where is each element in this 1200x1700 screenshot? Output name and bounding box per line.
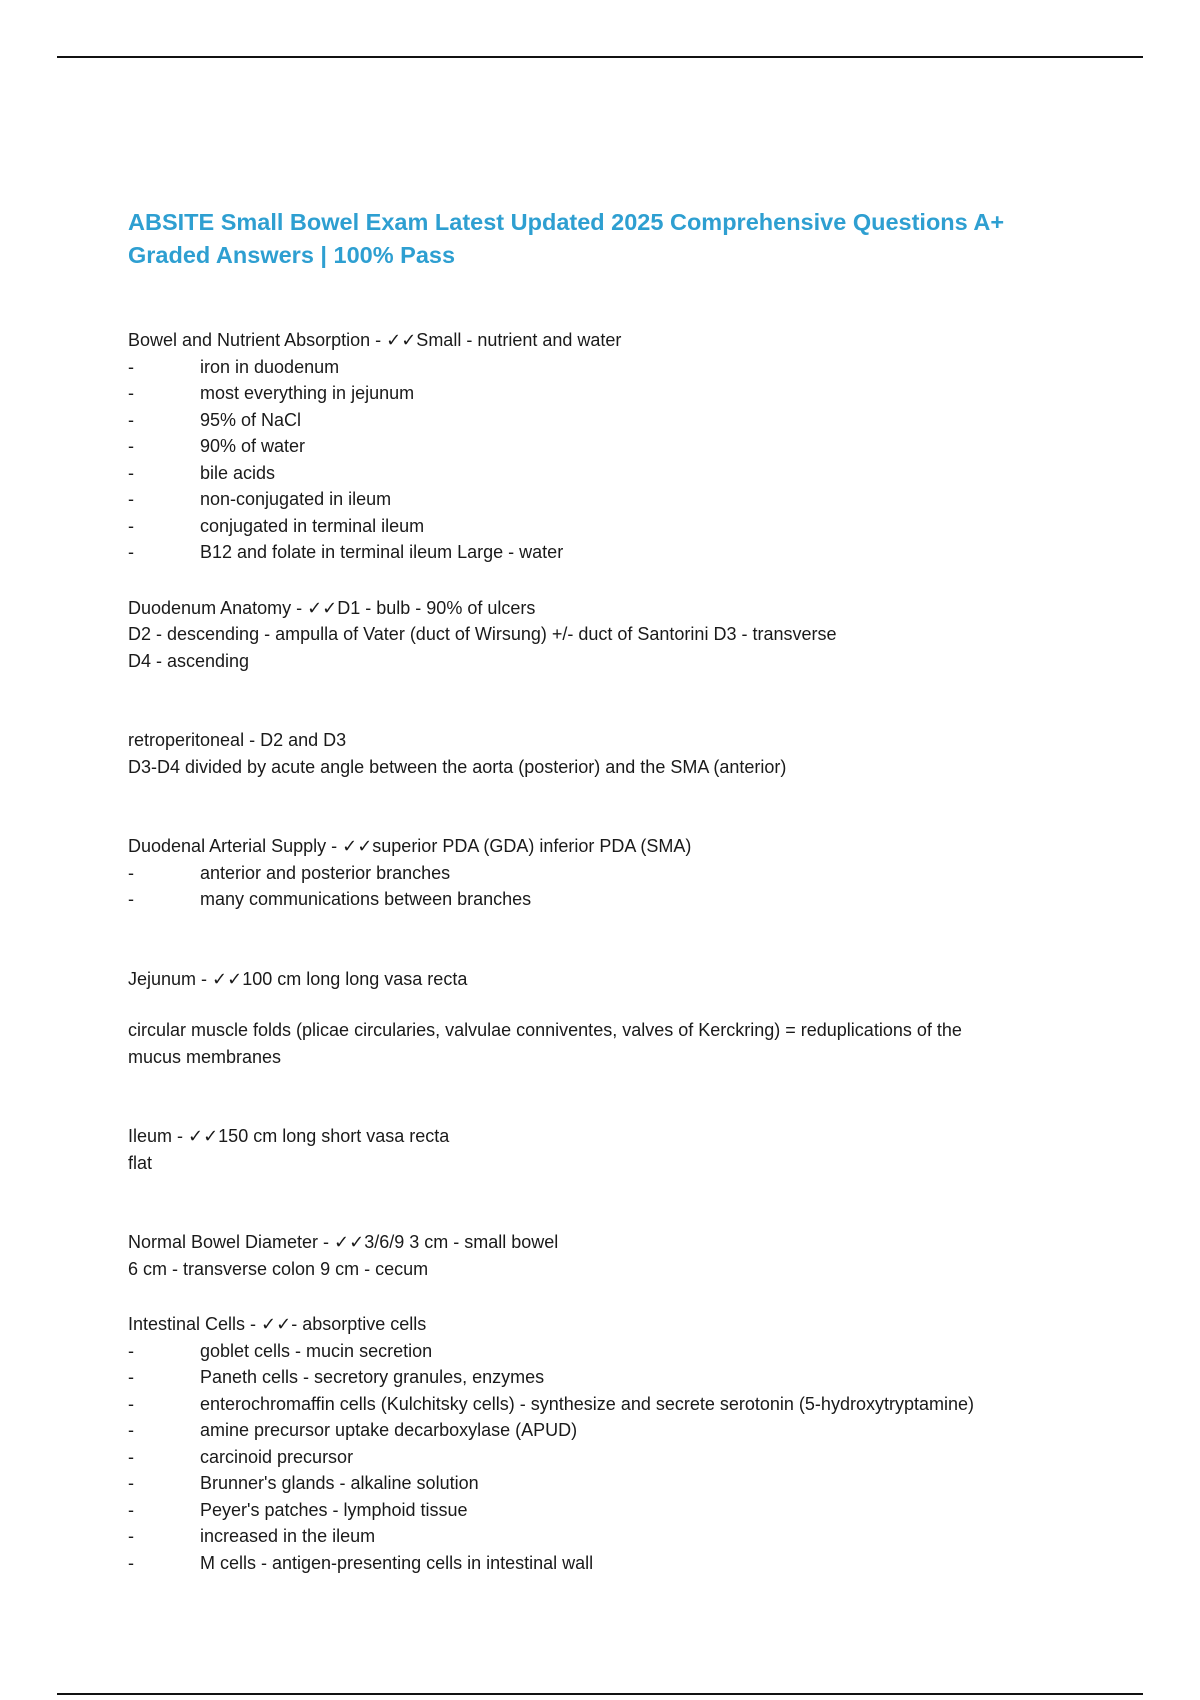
document-title: [128, 206, 1048, 272]
bullet-text: 95% of NaCl: [200, 409, 302, 430]
bullet-item: [128, 1444, 1078, 1471]
bullet-text: carcinoid precursor: [200, 1446, 354, 1467]
bullet-item: [128, 1364, 1078, 1391]
bullet-item: [128, 486, 1078, 513]
bullet-item: [128, 433, 1078, 460]
bullet-item: [128, 1523, 1078, 1550]
bullet-text: bile acids: [200, 462, 276, 483]
bullet-dash: -: [128, 1499, 134, 1520]
bullet-text: many communications between branches: [200, 889, 532, 909]
bullet-dash: -: [128, 515, 134, 536]
title-line-1: ABSITE Small Bowel Exam Latest Updated 2025 Comprehensive Questions A+: [128, 209, 1005, 235]
bullet-item: [128, 539, 1078, 566]
section-heading-duodenal-supply: Duodenal Arterial Supply - ✓✓superior PDA (GDA) inferior PDA (SMA): [128, 836, 692, 856]
bullet-text: B12 and folate in terminal ileum Large - water: [200, 542, 564, 562]
bullet-item: [128, 1470, 1078, 1497]
top-rule: [57, 56, 1143, 58]
bullet-text: Brunner's glands - alkaline solution: [200, 1473, 479, 1493]
bullet-dash: -: [128, 1473, 134, 1493]
text-line: D4 - ascending: [128, 650, 250, 671]
bullet-text: iron in duodenum: [200, 356, 340, 377]
bullet-dash: -: [128, 409, 134, 430]
bullet-dash: -: [128, 356, 134, 377]
bullet-dash: -: [128, 436, 134, 456]
bullet-text: Peyer's patches - lymphoid tissue: [200, 1499, 468, 1520]
bullet-dash: -: [128, 1340, 134, 1361]
bullet-text: increased in the ileum: [200, 1526, 376, 1546]
section-heading-duodenum-anatomy: Duodenum Anatomy - ✓✓D1 - bulb - 90% of ulcers: [128, 597, 536, 618]
bullet-dash: -: [128, 1367, 134, 1387]
bullet-dash: -: [128, 862, 134, 883]
text-line: flat: [128, 1152, 153, 1173]
text-line: circular muscle folds (plicae circularies, valvulae conniventes, valves of Kerckring) = reduplications of the: [128, 1020, 962, 1040]
bullet-text: conjugated in terminal ileum: [200, 515, 425, 536]
section-heading-bowel-diameter: Normal Bowel Diameter - ✓✓3/6/9 3 cm - small bowel: [128, 1232, 559, 1252]
bullet-text: non-conjugated in ileum: [200, 489, 392, 509]
bullet-text: goblet cells - mucin secretion: [200, 1340, 433, 1361]
bullet-item: [128, 1550, 1078, 1577]
bullet-dash: -: [128, 542, 134, 562]
bullet-item: [128, 354, 1078, 381]
bullet-dash: -: [128, 1393, 134, 1414]
bullet-text: most everything in jejunum: [200, 383, 415, 403]
bullet-dash: -: [128, 889, 134, 909]
bullet-text: 90% of water: [200, 436, 306, 456]
bullet-item: [128, 407, 1078, 434]
bullet-item: [128, 513, 1078, 540]
document-body: [128, 327, 1078, 1576]
bullet-item: [128, 1338, 1078, 1365]
bullet-item: [128, 1391, 1078, 1418]
bottom-rule: [57, 1693, 1143, 1695]
bullet-dash: -: [128, 462, 134, 483]
section-heading-bowel-absorption: Bowel and Nutrient Absorption - ✓✓Small - nutrient and water: [128, 330, 622, 350]
bullet-dash: -: [128, 489, 134, 509]
text-line: D3-D4 divided by acute angle between the aorta (posterior) and the SMA (anterior): [128, 756, 787, 777]
bullet-item: [128, 460, 1078, 487]
title-line-2: Graded Answers | 100% Pass: [128, 242, 456, 268]
bullet-dash: -: [128, 1420, 134, 1440]
bullet-item: [128, 1417, 1078, 1444]
bullet-dash: -: [128, 1552, 134, 1573]
bullet-dash: -: [128, 1446, 134, 1467]
bullet-item: [128, 860, 1078, 887]
section-heading-jejunum: Jejunum - ✓✓100 cm long long vasa recta: [128, 968, 468, 989]
text-line: mucus membranes: [128, 1046, 282, 1067]
bullet-dash: -: [128, 1526, 134, 1546]
bullet-item: [128, 380, 1078, 407]
section-heading-ileum: Ileum - ✓✓150 cm long short vasa recta: [128, 1126, 450, 1146]
bullet-text: enterochromaffin cells (Kulchitsky cells) - synthesize and secrete serotonin (5-hydroxytryptamine): [200, 1393, 974, 1414]
text-line: 6 cm - transverse colon 9 cm - cecum: [128, 1258, 429, 1279]
bullet-text: Paneth cells - secretory granules, enzymes: [200, 1367, 545, 1387]
bullet-item: [128, 886, 1078, 913]
section-heading-intestinal-cells: Intestinal Cells - ✓✓- absorptive cells: [128, 1314, 427, 1334]
bullet-item: [128, 1497, 1078, 1524]
text-line: retroperitoneal - D2 and D3: [128, 730, 347, 750]
bullet-text: amine precursor uptake decarboxylase (APUD): [200, 1420, 578, 1440]
bullet-dash: -: [128, 383, 134, 403]
bullet-text: anterior and posterior branches: [200, 862, 451, 883]
text-line: D2 - descending - ampulla of Vater (duct of Wirsung) +/- duct of Santorini D3 - transverse: [128, 624, 837, 644]
bullet-text: M cells - antigen-presenting cells in intestinal wall: [200, 1552, 594, 1573]
